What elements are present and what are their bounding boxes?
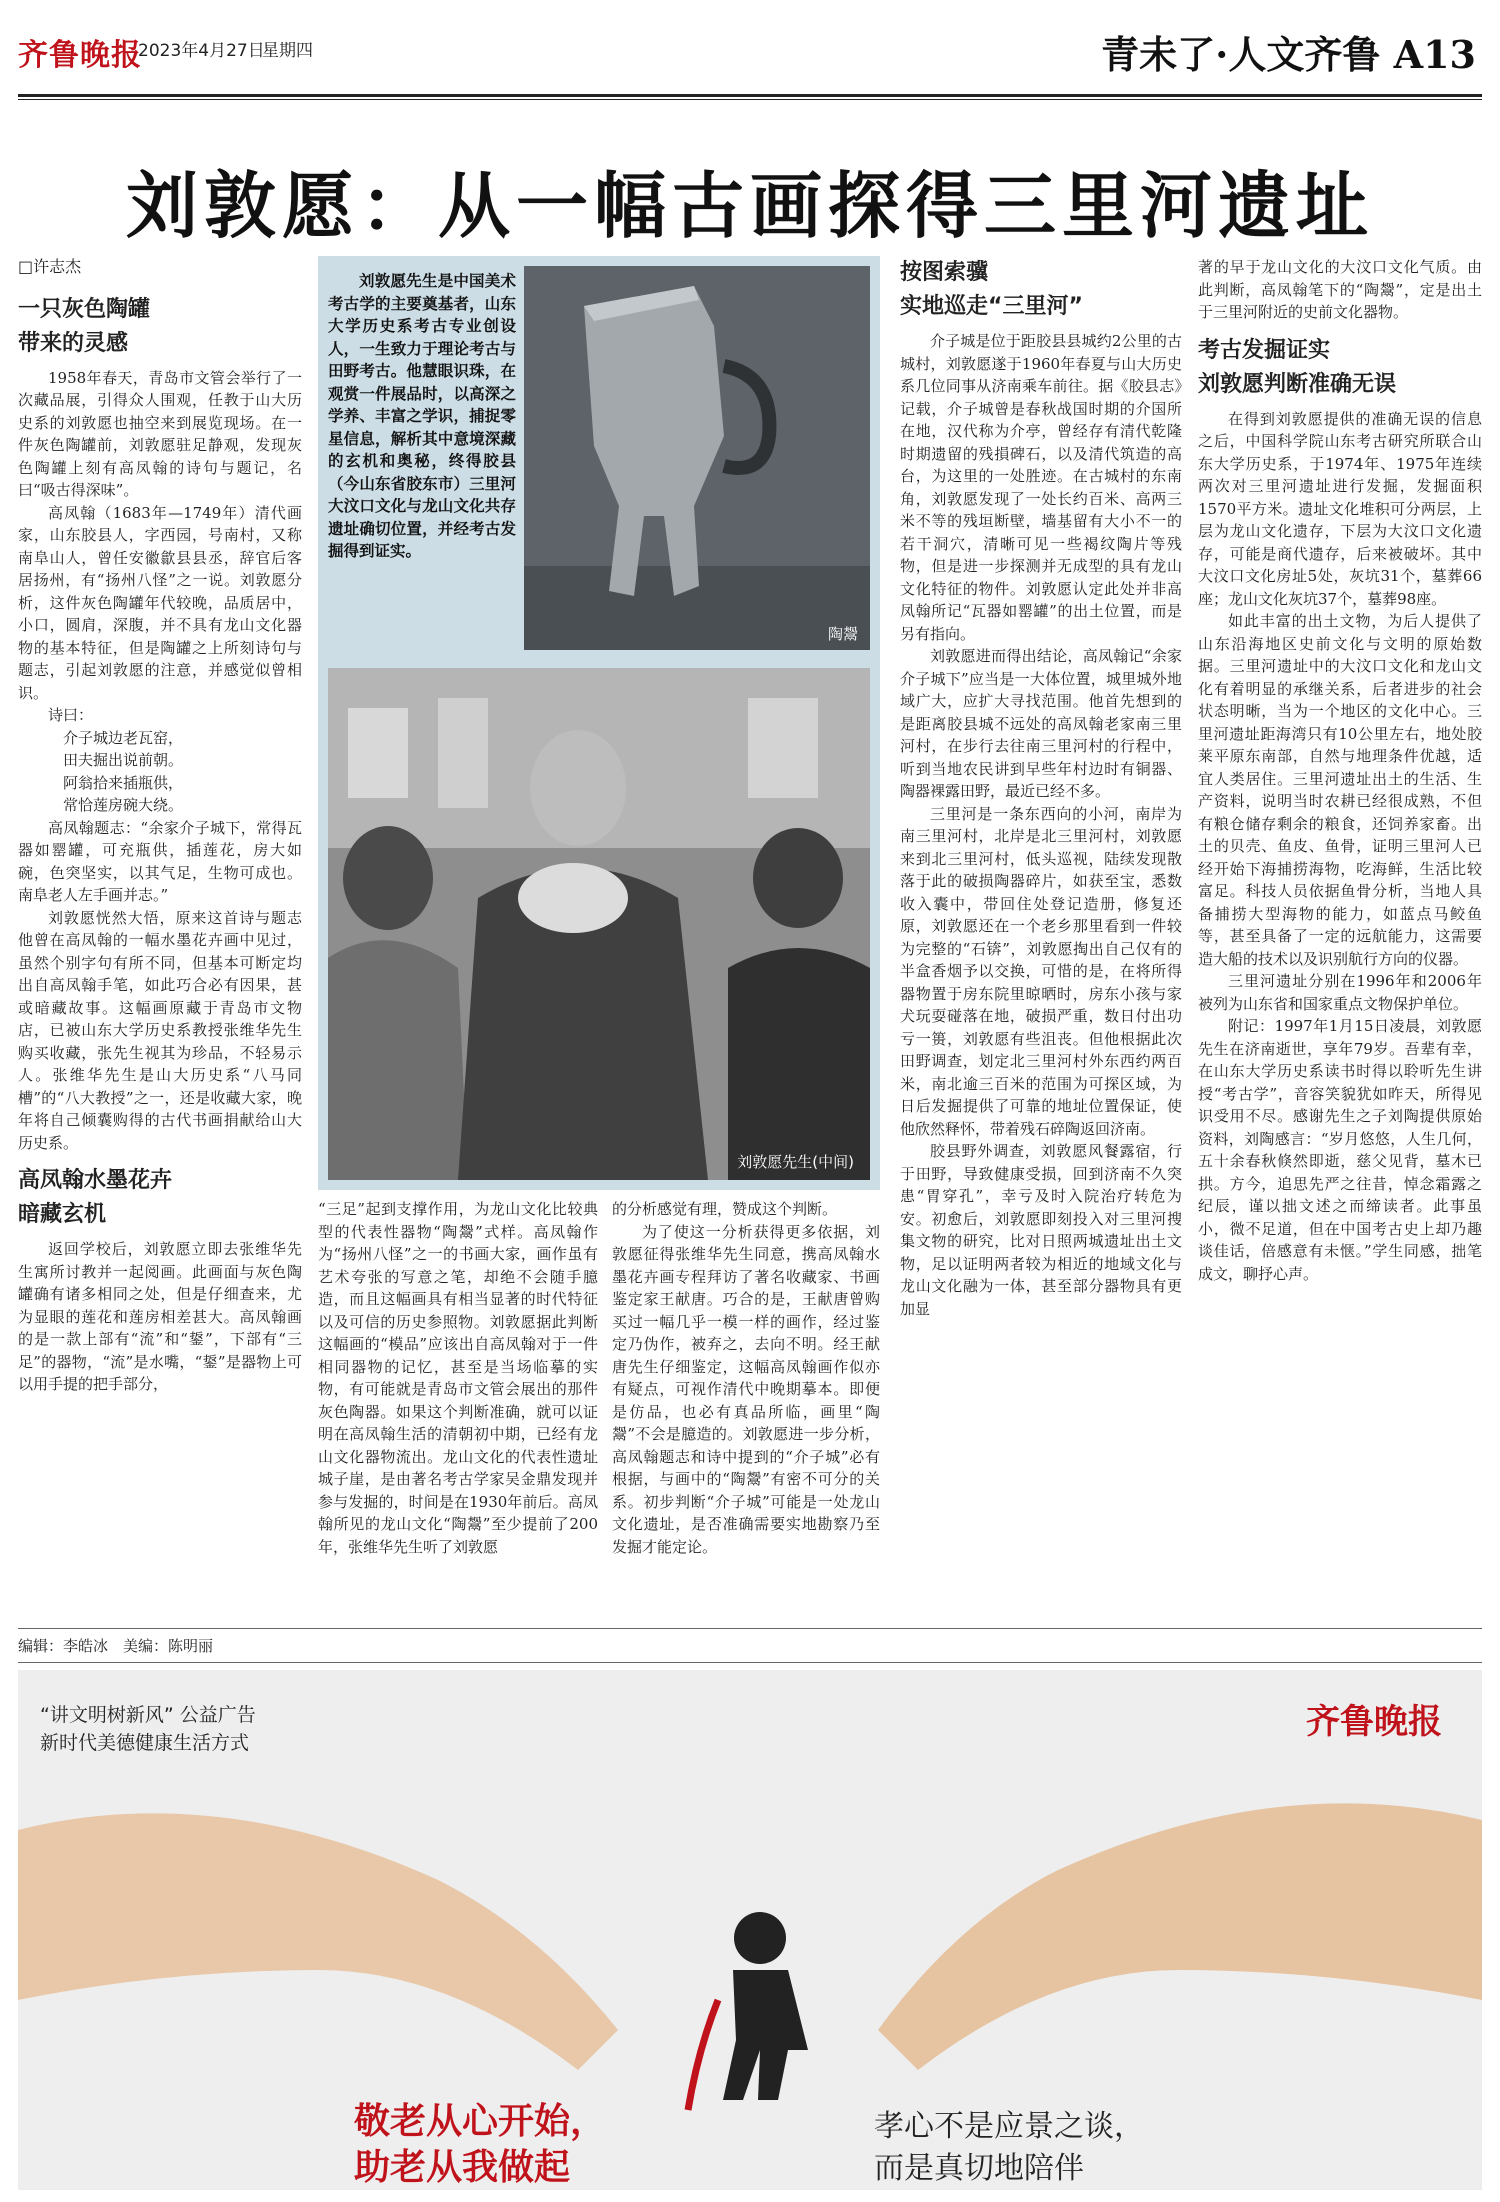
ad-slogan-line-1: 敬老从心开始， bbox=[354, 2100, 607, 2142]
paragraph: 附记：1997年1月15日凌晨，刘敦愿先生在济南逝世，享年79岁。吾辈有幸，在山东大学历史系读书时得以聆听先生讲授“考古学”，音容笑貌犹如昨天，所得见识受用不尽。感谢先生之子刘陶提供原始资料，刘陶感言：“岁月悠悠，人生几何，五十余春秋倏然即逝，慈父见背，墓木已拱。方今，追思先严之往昔，悼念霜露之纪辰，谨以拙文述之而缔读者。此事虽小，微不足道，但在中国考古史上却乃趣谈佳话，倍感意有未惬。”学生同感，拙笔成文，聊抒心声。 bbox=[1198, 1017, 1482, 1283]
ad-title: “讲文明树新风” 公益广告 bbox=[40, 1704, 256, 1726]
paragraph: 三里河是一条东西向的小河，南岸为南三里河村，北岸是北三里河村，刘敦愿来到北三里河村，低头巡视，陆续发现散落于此的破损陶器碎片，如获至宝，悉数收入囊中，带回住处登记造册，修复还原，刘敦愿还在一个老乡那里看到一件较为完整的“石锛”，刘敦愿掏出自己仅有的半盒香烟予以交换，可惜的是，在将所得器物置于房东院里晾晒时，房东小孩与家犬玩耍碰落在地，破损严重，数日付出功亏一篑，刘敦愿有些沮丧。但他根据此次田野调查，划定北三里河村外东西约两百米，南北逾三百米的范围为可探区域，为日后发掘提供了可靠的地址位置保证，使他欣然释怀，带着残石碎陶返回济南。 bbox=[900, 804, 1182, 1138]
photo-block bbox=[318, 256, 880, 1190]
paragraph: 著的早于龙山文化的大汶口文化气质。由此判断，高凤翰笔下的“陶鬶”，定是出土于三里河附近的史前文化器物。 bbox=[1198, 258, 1482, 321]
vessel-label: 陶鬶 bbox=[827, 625, 858, 643]
article-headline: 刘敦愿：从一幅古画探得三里河遗址 bbox=[125, 163, 1374, 248]
paragraph: 高凤翰（1683年—1749年）清代画家，山东胶县人，字西园，号南村，又称南阜山人，曾任安徽歙县县丞，辞官后客居扬州，有“扬州八怪”之一说。刘敦愿分析，这件灰色陶罐年代较晚，品质居中，小口，圆肩，深腹，并不具有龙山文化器物的基本特征，但是陶罐之上所刻诗句与题志，引起刘敦愿的注意，并感觉似曾相识。 bbox=[18, 503, 302, 702]
ad-tagline-line-1: 孝心不是应景之谈， bbox=[874, 2109, 1144, 2144]
byline: □许志杰 bbox=[18, 257, 82, 276]
paragraph: 高凤翰题志：“余家介子城下，常得瓦器如罂罐，可充瓶供，插莲花，房大如碗，色突坚实，以其气足，生物可成也。南阜老人左手画并志。” bbox=[18, 818, 302, 904]
portrait-label: 刘敦愿先生(中间) bbox=[737, 1153, 854, 1171]
paragraph: 如此丰富的出土文物，为后人提供了山东沿海地区史前文化与文明的原始数据。三里河遗址中的大汶口文化和龙山文化有着明显的承继关系，后者进步的社会状态明晰，当为一个地区的文化中心。三里河遗址距海湾只有10公里左右，地处胶莱平原东南部，自然与地理条件优越，适宜人类居住。三里河遗址出土的生活、生产资料，说明当时农耕已经很成熟，不但有粮仓储存剩余的粮食，还饲养家畜。出土的贝壳、鱼皮、鱼骨，证明三里河人已经开始下海捕捞海物，吃海鲜，生活比较富足。科技人员依据鱼骨分析，当地人具备捕捞大型海物的能力，如蓝点马鲛鱼等，甚至具备了一定的远航能力，这需要造大船的技术以及识别航行方向的仪器。 bbox=[1198, 612, 1482, 968]
column-1 bbox=[18, 256, 302, 1396]
paragraph: 返回学校后，刘敦愿立即去张维华先生寓所讨教并一起阅画。此画面与灰色陶罐确有诸多相同之处，但是仔细查来，尤为显眼的莲花和莲房相差甚大。高凤翰画的是一款上部有“流”和“鋬”，下部有“三足”的器物，“流”是水嘴，“鋬”是器物上可以用手提的把手部分， bbox=[18, 1240, 302, 1393]
ad-slogan-line-2: 助老从我做起 bbox=[354, 2146, 571, 2188]
column-4 bbox=[900, 256, 1182, 1320]
masthead-logo: 齐鲁晚报 bbox=[18, 38, 142, 73]
header-rule bbox=[18, 94, 1482, 97]
poem-line: 阿翁拾来插瓶供， bbox=[63, 773, 184, 792]
pottery-gui-photo bbox=[524, 266, 870, 650]
poem-line: 常恰莲房碗大绕。 bbox=[63, 796, 184, 814]
portrait-photo bbox=[328, 668, 870, 1180]
ad-tagline-line-2: 而是真切地陪伴 bbox=[874, 2151, 1084, 2186]
ad-slogan bbox=[354, 2098, 606, 2190]
subhead-2b: 暗藏玄机 bbox=[18, 1202, 107, 1227]
issue-weekday: 星期四 bbox=[262, 41, 313, 61]
paragraph: 刘敦愿进而得出结论，高凤翰记“余家介子城下”应当是一大体位置，城里城外地域广大，应扩大寻找范围。他首先想到的是距离胶县城不远处的高凤翰老家南三里河村，在步行去往南三里河村的行程中，听到当地农民讲到早些年村边时有铜器、陶器裸露田野，最近已经不多。 bbox=[900, 647, 1182, 800]
pottery-vessel-image bbox=[524, 266, 870, 650]
paragraph: 1958年春天，青岛市文管会举行了一次藏品展，引得众人围观，任教于山大历史系的刘敦愿也抽空来到展览现场。在一件灰色陶罐前，刘敦愿驻足静观，发现灰色陶罐上刻有高凤翰的诗句与题记，名曰“吸古得深味”。 bbox=[18, 368, 302, 499]
editor-credits: 编辑：李皓冰 美编：陈明丽 bbox=[18, 1637, 214, 1655]
paragraph: 在得到刘敦愿提供的准确无误的信息之后，中国科学院山东考古研究所联合山东大学历史系，于1974年、1975年连续两次对三里河遗址进行发掘，发掘面积1570平方米。遗址文化堆积可分两层，上层为龙山文化遗存，下层为大汶口文化遗存，可能是商代遗存，后来被破坏。其中大汶口文化房址5处，灰坑31个，墓葬66座；龙山文化灰坑37个，墓葬98座。 bbox=[1198, 409, 1482, 608]
paragraph: 介子城是位于距胶县县城约2公里的古城村，刘敦愿遂于1960年春夏与山大历史系几位同事从济南乘车前往。据《胶县志》记载，介子城曾是春秋战国时期的介国所在地，汉代称为介亭，曾经存有清代乾隆时期遗留的残損碑石，以及清代筑造的高台，为这里的一处胜迹。在古城村的东南角，刘敦愿发现了一处长约百米、高两三米不等的残垣断壁，墙基留有大小不一的若干洞穴，清晰可见一些褐纹陶片等残物，但是进一步探测并无成型的具有龙山文化特征的物件。刘敦愿认定此处并非高凤翰所记“瓦器如罂罐”的出土位置，而是另有指向。 bbox=[900, 332, 1182, 643]
ad-brand-logo: 齐鲁晚报 bbox=[1306, 1702, 1442, 1742]
header-rule-thin bbox=[18, 99, 1482, 100]
subhead-4b: 刘敦愿判断准确无误 bbox=[1198, 371, 1397, 397]
subhead-4: 考古发掘证实 bbox=[1198, 337, 1331, 363]
paragraph: 三里河遗址分别在1996年和2006年被列为山东省和国家重点文物保护单位。 bbox=[1198, 972, 1482, 1013]
ad-rule bbox=[18, 1662, 1482, 1663]
ad-tagline bbox=[874, 2106, 1144, 2190]
public-service-ad bbox=[18, 1670, 1482, 2190]
paragraph: 刘敦愿恍然大悟，原来这首诗与题志他曾在高凤翰的一幅水墨花卉画中见过，虽然个别字句有所不同，但基本可断定均出自高凤翰手笔，如此巧合必有因果，甚或暗藏故事。这幅画原藏于青岛市文物店，已被山东大学历史系教授张维华先生购买收藏，张先生视其为珍品，不轻易示人。张维华先生是山大历史系“八马同槽”的“八大教授”之一，还是收藏大家，晚年将自己倾囊购得的古代书画捐献给山大历史系。 bbox=[18, 908, 302, 1152]
paragraph: 为了使这一分析获得更多依据，刘敦愿征得张维华先生同意，携高凤翰水墨花卉画专程拜访了著名收藏家、书画鉴定家王献唐。巧合的是，王献唐曾购买过一幅几乎一模一样的画作，经过鉴定乃伪作，被弃之，去向不明。经王献唐先生仔细鉴定，这幅高凤翰画作似亦有疑点，可视作清代中晚期摹本。即便是仿品，也必有真品所临，画里“陶鬶”不会是臆造的。刘敦愿进一步分析，高凤翰题志和诗中提到的“介子城”必有根据，与画中的“陶鬶”有密不可分的关系。初步判断“介子城”可能是一处龙山文化遗址，是否准确需要实地勘察乃至发掘才能定论。 bbox=[612, 1222, 880, 1556]
column-5 bbox=[1198, 256, 1482, 1285]
scholar-portrait-image bbox=[328, 668, 870, 1180]
issue-date: 2023年4月27日 bbox=[138, 41, 265, 61]
subhead-1: 一只灰色陶罐 bbox=[18, 296, 151, 322]
paragraph: 诗曰： bbox=[48, 706, 94, 724]
subhead-1b: 带来的灵感 bbox=[18, 330, 129, 356]
ad-subtitle: 新时代美德健康生活方式 bbox=[40, 1732, 250, 1754]
section-title: 青未了·人文齐鲁 A13 bbox=[1101, 32, 1476, 77]
photo-caption: 刘敦愿先生是中国美术考古学的主要奠基者，山东大学历史系考古专业创设人，一生致力于理论考古与田野考古。他慧眼识珠，在观赏一件展品时，以高深之学养、丰富之学识，捕捉零星信息，解析其中意境深藏的玄机和奥秘，终得胶县（今山东省胶东市）三里河大汶口文化与龙山文化共存遗址确切位置，并经考古发掘得到证实。 bbox=[328, 271, 516, 560]
subhead-3: 按图索骥 bbox=[900, 260, 989, 285]
subhead-2: 高凤翰水墨花卉 bbox=[18, 1168, 173, 1193]
subhead-3b: 实地巡走“三里河” bbox=[900, 294, 1083, 319]
paragraph: “三足”起到支撑作用，为龙山文化比较典型的代表性器物“陶鬶”式样。高凤翰作为“扬州八怪”之一的书画大家，画作虽有艺术夸张的写意之笔，却绝不会随手臆造，而且这幅画具有相当显著的时代特征以及可信的历史参照物。刘敦愿据此判断这幅画的“模品”应该出自高凤翰对于一件相同器物的记忆，甚至是当场临摹的实物，有可能就是青岛市文管会展出的那件灰色陶器。如果这个判断准确，就可以证明在高凤翰生活的清朝初中期，已经有龙山文化器物流出。龙山文化的代表性遗址城子崖，是由著名考古学家吴金鼎发现并参与发掘的，时间是在1930年前后。高凤翰所见的龙山文化“陶鬶”至少提前了200年，张维华先生听了刘敦愿 bbox=[318, 1200, 598, 1556]
poem-line: 田夫掘出说前朝。 bbox=[63, 751, 184, 769]
paragraph: 胶县野外调查，刘敦愿风餐露宿，行于田野，导致健康受损，回到济南不久突患“胃穿孔”，幸亏及时入院治疗转危为安。初愈后，刘敦愿即刻投入对三里河搜集文物的研究，比对日照两城遗址出土文物，足以证明两者较为相近的地域文化与龙山文化融为一体，甚至部分器物具有更加显 bbox=[900, 1142, 1182, 1318]
credit-rule bbox=[18, 1628, 1482, 1629]
column-2 bbox=[318, 1198, 598, 1558]
paragraph: 的分析感觉有理，赞成这个判断。 bbox=[612, 1200, 838, 1218]
column-3 bbox=[612, 1198, 880, 1558]
poem-line: 介子城边老瓦窑， bbox=[63, 728, 184, 747]
